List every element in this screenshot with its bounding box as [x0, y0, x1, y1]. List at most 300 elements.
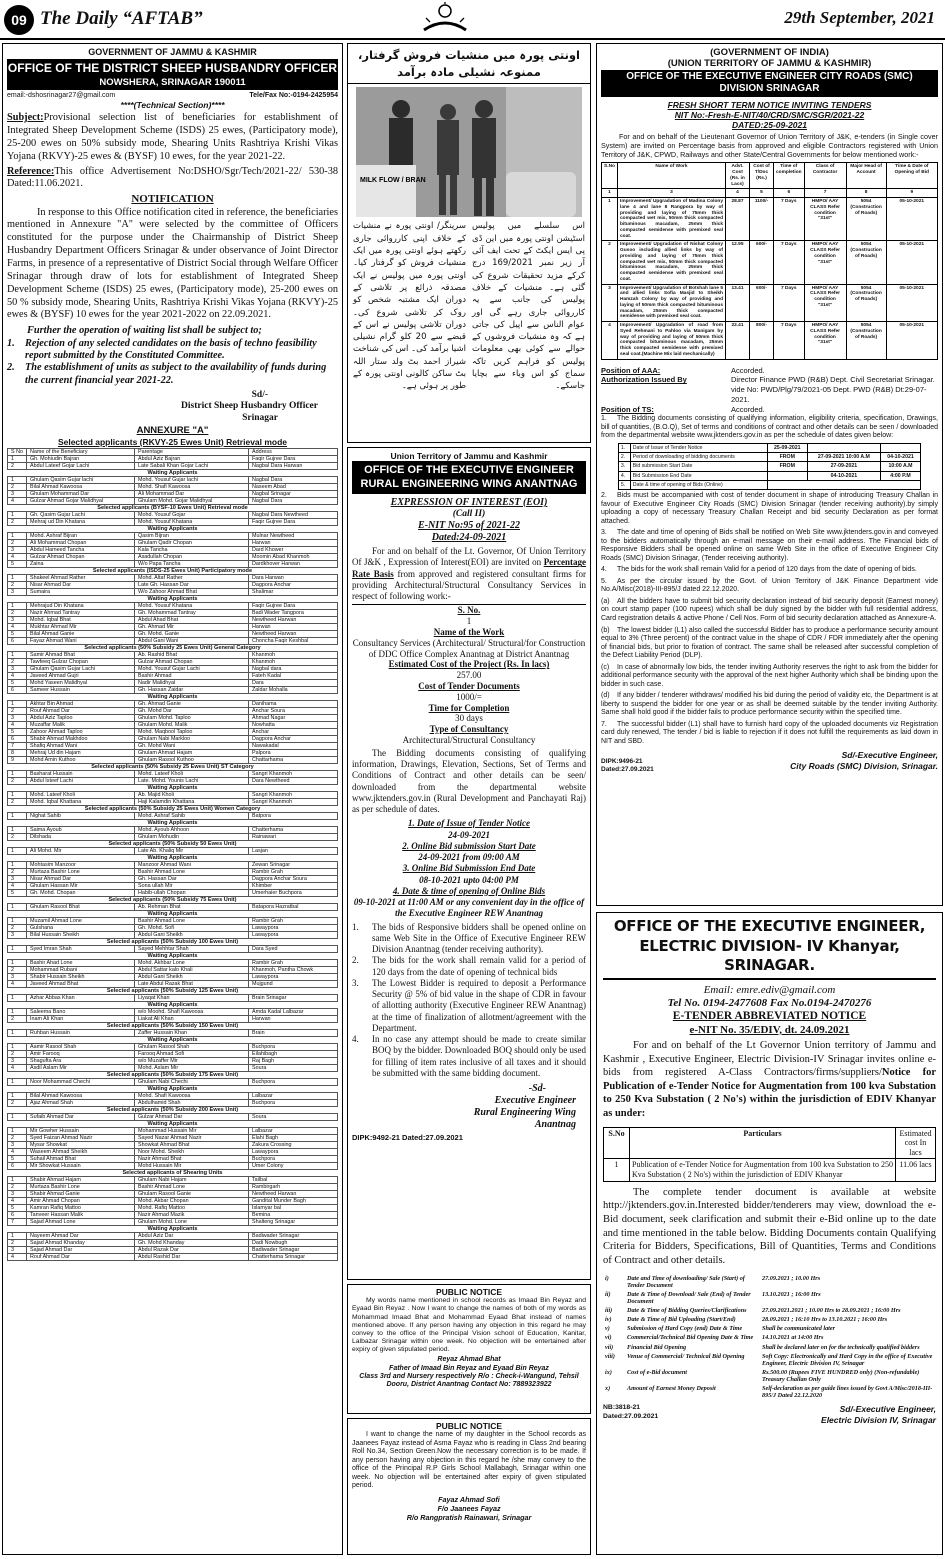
- conditions-intro: Further the operation of waiting list shall be subject to;: [27, 325, 262, 337]
- cell-address: Zakura Crossing: [248, 1141, 337, 1148]
- cell-address: Dara Newtheed: [248, 777, 337, 784]
- cell-name: Mehrajud Din Khatana: [26, 602, 134, 609]
- category-row: [8, 784, 338, 791]
- schedule-cell: [807, 443, 880, 452]
- table-row: [8, 1148, 338, 1155]
- office-banner: OFFICE OF THE EXECUTIVE ENGINEER RURAL ENGINEERING WING ANANTNAG: [352, 461, 586, 494]
- schedule-no: v): [605, 1325, 610, 1333]
- cell-address: Umer Colony: [248, 1162, 337, 1169]
- table-row: [8, 1043, 338, 1050]
- cell-name: Asdil Aslam Mir: [26, 1064, 134, 1071]
- cell-parentage: Nazir Ahmad Bhat: [134, 1155, 248, 1162]
- cell-address: Anchar: [248, 728, 337, 735]
- cell-address: Khimber: [248, 882, 337, 889]
- cell-name: Nazir Ahmad Tantray: [26, 609, 134, 616]
- intro-bold: Notice for Publication of e-Tender Notice for Augmentation from 100 kva Substation to 250 Kva Substation ( 2 No's) within the jurisdiction of EDIV Khanyar as under:: [603, 1067, 936, 1120]
- cell-parentage: Kala Tancha: [134, 546, 248, 553]
- table-row: [8, 826, 338, 833]
- table-row: [8, 1232, 338, 1239]
- table-row: [8, 980, 338, 987]
- cell-parentage: Bashir Ahmad Lone: [134, 1183, 248, 1190]
- cell-address: Dadi Nowbugh: [248, 1239, 337, 1246]
- cell-parentage: Showkat Ahmad Bhat: [134, 1141, 248, 1148]
- cell-parentage: Late. Mohd. Younis Lachi: [134, 777, 248, 784]
- table-row: [8, 560, 338, 567]
- cell-address: Choncha Faqir Keshbal: [248, 637, 337, 644]
- table-row: [8, 483, 338, 490]
- table-row: [8, 749, 338, 756]
- schedule-row: [618, 453, 920, 462]
- col-parentage: Parentage: [134, 448, 248, 455]
- schedule-cell: 27-09-2021 10:00 A.M: [807, 453, 880, 462]
- cell-address: Shalteng Srinagar: [248, 1218, 337, 1225]
- urdu-news-story: [347, 43, 591, 443]
- cell-name: Azhar Abbas Khan: [26, 994, 134, 1001]
- schedule-row: [618, 462, 920, 471]
- table-row: [8, 847, 338, 854]
- schedule-cell: [767, 480, 921, 489]
- gov-heading: (GOVERNMENT OF INDIA): [710, 47, 829, 58]
- sd-mark: -Sd-: [528, 1083, 546, 1095]
- cell-sno: 2: [8, 462, 27, 469]
- cell-sno: 4: [8, 1064, 27, 1071]
- cell-address: Rambir Grah: [248, 917, 337, 924]
- schedule-value: 14.10.2021 at 14:00 Hrs: [762, 1334, 824, 1342]
- schedule-row: [603, 1333, 936, 1342]
- cell-address: Mulnar Newtheed: [248, 532, 337, 539]
- notice-line2: Father of Imaad Bin Reyaz and Eyaad Bin Reyaz: [389, 1364, 549, 1372]
- cell-name: Shabir Ahmad Makhdoo: [26, 735, 134, 742]
- cell-parentage: Gh. Mohd Dar: [134, 707, 248, 714]
- cell-parentage: Mohd. Akbar Chopan: [134, 1197, 248, 1204]
- category-row: [8, 693, 338, 700]
- nit-number: NIT No:-Fresh-E-NIT/40/CRD/SMC/SGR/2021-22: [674, 109, 865, 120]
- schedule-row: [603, 1324, 936, 1333]
- table-row: [602, 322, 938, 360]
- category-label: Waiting Applicants: [147, 1120, 198, 1127]
- cell-parentage: Gh. Ahmad Mir: [134, 623, 248, 630]
- schedule-row: [603, 1274, 936, 1290]
- cell: Improvement/ Upgradation of road from Syed Rehmani to Pahloo via Manigam by way of providing and laying of 50mm thick compacted bituminous macadam, 25mm thick compacted semidense with premixed seal coat.(Machine Mix laid mechanically): [618, 322, 726, 360]
- category-label: Selected applicants (50% Subsidy 150 Ewes Unit): [106, 1022, 239, 1029]
- cell-parentage: Nazir Ahmad Mazik: [134, 1211, 248, 1218]
- cell-address: Newtheed Harwan: [248, 1190, 337, 1197]
- cell-address: Buchpora: [248, 1099, 337, 1106]
- cell-parentage: Ghulam Nabi Hajam: [134, 1176, 248, 1183]
- category-row: [8, 854, 338, 861]
- cell-parentage: Gh. Mohd. Ganie: [134, 630, 248, 637]
- cell-name: Sameer Hussain: [26, 686, 134, 693]
- table-row: [8, 616, 338, 623]
- schedule-value: Self-declaration as per guide lines issued by Govt A/Misc/2018-III-895/J Dated 22.12.2020: [762, 1385, 933, 1400]
- cell-name: Gulzar Ahmad Chopan: [26, 553, 134, 560]
- schedule-item: Date & Time of Bidding Queries/Clarifications: [627, 1307, 747, 1315]
- public-notice-title: PUBLIC NOTICE: [435, 1287, 503, 1297]
- table-row: [8, 1008, 338, 1015]
- cell: Improvement/ Upgradation of Botshah lane 5 and allied links Sofia Masjid to Sheikh Hamzah Colony by way of providing and laying of 50mm thick compacted bituminous macadam, 25mm thick compacted semidense with premixed seal coat.: [618, 284, 726, 322]
- cell-name: Gulshana: [26, 924, 134, 931]
- beneficiary-table: [7, 448, 338, 1261]
- cell-address: Danihama: [248, 700, 337, 707]
- cell-parentage: Late Abdul Razak Bhat: [134, 980, 248, 987]
- cell-address: Moomin Abad Khanmoh: [248, 553, 337, 560]
- reference-label: Reference:: [7, 165, 55, 177]
- para-b: The lowest bidder (L1) also called the successful Bidder has to produce a performance security amount equal to 3% (Three percent) of the contract value in the shape of CDR / FDR immediately after the opening of financial bids, but prior to fixation of contract. The same shall be released after successful completion of the Defect Liability Period (DLP).: [601, 626, 938, 660]
- cell-name: Shabir Ahmad Ganie: [26, 1190, 134, 1197]
- ut-heading: (UNION TERRITORY OF JAMMU & KASHMIR): [667, 58, 872, 70]
- table-row: [8, 889, 338, 896]
- table-row: [8, 721, 338, 728]
- cell-sno: 2: [8, 966, 27, 973]
- cell-parentage: Ali Mohammad Dar: [134, 490, 248, 497]
- cell-sno: 3: [8, 616, 27, 623]
- schedule-cell: 04-10-2021: [807, 471, 880, 480]
- category-label: Selected applicants (50% Subsidy 75 Ewes Unit): [108, 896, 237, 903]
- work-name-label: Name of the Work: [433, 627, 505, 638]
- office-address: NOWSHERA, SRINAGAR 190011: [7, 77, 338, 89]
- date3-value: 08-10-2021 upto 04:00 PM: [419, 874, 519, 885]
- category-row: [8, 763, 338, 770]
- cell-parentage: Nadir Malidhyal: [134, 679, 248, 686]
- cell-sno: 4: [8, 882, 27, 889]
- table-row: [602, 284, 938, 322]
- cell-name: Shabir Ahmad Hajam: [26, 1176, 134, 1183]
- table-row: [8, 735, 338, 742]
- col-header: Name of Work: [618, 163, 726, 189]
- sd-mark: Sd/-: [251, 389, 268, 400]
- condition-1: Rejection of any selected candidates on the basis of techno feasibility report submitted by the Constituted Committee.: [25, 337, 317, 361]
- col-number: 1: [602, 189, 618, 198]
- cell-parentage: Mohd. Ashraf Sahib: [134, 812, 248, 819]
- cell-parentage: Gh. Mohd. Sofi: [134, 924, 248, 931]
- cell-address: Soura: [248, 1113, 337, 1120]
- cell-sno: 1: [8, 532, 27, 539]
- enit-number: e-NIT No. 35/EDIV, dt. 24.09.2021: [689, 1023, 850, 1036]
- cell: 600/-: [750, 284, 774, 322]
- category-row: [8, 1120, 338, 1127]
- cell-address: Buchpora: [248, 1078, 337, 1085]
- cell-sno: 3: [8, 1190, 27, 1197]
- cell-parentage: Gulzar Ahmad Dar: [134, 1113, 248, 1120]
- category-row: [8, 595, 338, 602]
- cell-address: Buchpora: [248, 1155, 337, 1162]
- nit-intro: For and on behalf of the Lieutenant Governor of Union Territory of J&K, e-tenders (in Single cover System) are invited on Percentage basis from approved and eligible Contractors registered with Union Territory of J&K, CPWD, Railways and other State/Central Governments for below mentioned work:-: [601, 132, 938, 160]
- cell-address: Sangri Khanmoh: [248, 798, 337, 805]
- cell-address: Lalbazar: [248, 1092, 337, 1099]
- cell-parentage: Bashir Ahmad: [134, 672, 248, 679]
- cell-address: Faqir Gujree Dara: [248, 455, 337, 462]
- cell: 7 Days: [774, 322, 805, 360]
- cell-name: Ghulam Hassan Mir: [26, 882, 134, 889]
- cell-parentage: Ab. Rehman Bhat: [134, 903, 248, 910]
- cell-sno: 1: [8, 1008, 27, 1015]
- cell-parentage: Liyaqat Khan: [134, 994, 248, 1001]
- table-row: [8, 924, 338, 931]
- schedule-value: 27.09.2021 ; 10.00 Hrs: [762, 1274, 821, 1282]
- cell-sno: 2: [8, 518, 27, 525]
- cell-parentage: Mohd. Shafi Kawoosa: [134, 1092, 248, 1099]
- table-row: [8, 658, 338, 665]
- category-label: Selected applicants (50% Subsidy 125 Ewes Unit): [106, 987, 239, 994]
- table-row: [8, 518, 338, 525]
- cell-name: Ruhban Hussain: [26, 1029, 134, 1036]
- cell: 5054 (Construction of Roads): [846, 241, 886, 284]
- cell-name: Murtaza Bashir Lone: [26, 868, 134, 875]
- category-label: Waiting Applicants: [147, 784, 198, 791]
- subject-label: Subject:: [7, 112, 44, 124]
- cell-address: Badi Wader Tangpora: [248, 609, 337, 616]
- table-row: [8, 553, 338, 560]
- cell-address: Nagbal Dara: [248, 497, 337, 504]
- cell: 5054 (Construction of Roads): [846, 322, 886, 360]
- category-row: [8, 469, 338, 476]
- para-d: If any bidder / tenderer withdraws/ modified his bid during the period of validity etc, the Department is at liberty to suspend the bidder for one year or as shall be deemed suitable by the tender inviting Authority. Same shall hold good if the bidder fails to produce performance security within the specified time.: [601, 692, 938, 717]
- public-notice-1: [347, 1284, 591, 1414]
- cell-sno: 1: [8, 602, 27, 609]
- cell-address: Lawaypora: [248, 931, 337, 938]
- eoi-title: EXPRESSION OF INTEREST (EOI): [390, 496, 548, 508]
- cell-parentage: Ghulam Rasool Kuthoo: [134, 756, 248, 763]
- schedule-cell: 27-09-2021: [807, 462, 880, 471]
- cell-name: Aamir Rasool Shah: [26, 1043, 134, 1050]
- category-label: Waiting Applicants: [147, 525, 198, 532]
- cell-parentage: Mohd. Yousuf Khatana: [134, 602, 248, 609]
- office-banner: OFFICE OF THE DISTRICT SHEEP HUSBANDRY OFFICER: [7, 59, 338, 77]
- sno-value: 1: [466, 616, 472, 627]
- cell-parentage: W/o Papa Tancha: [134, 560, 248, 567]
- category-label: Selected applicants (50% Subsidy 25 Ewes Unit) General Category: [84, 644, 261, 651]
- cell-parentage: Farooq Ahmad Sofi: [134, 1050, 248, 1057]
- cell-sno: 4: [8, 1148, 27, 1155]
- cell-sno: 3: [8, 490, 27, 497]
- category-label: Selected applicants (50% Subsidy 200 Ewes Unit): [106, 1106, 239, 1113]
- cell-parentage: Gh. Hassan Dar: [134, 875, 248, 882]
- cell-name: Waseem Ahmad Sheikh: [26, 1148, 134, 1155]
- cell-address: Dara Harwan: [248, 574, 337, 581]
- cell: 5054 (Construction of Roads): [846, 284, 886, 322]
- cell-sno: 1: [8, 1232, 27, 1239]
- cell-sno: 3: [8, 588, 27, 595]
- nb-number: NB:3818-21: [603, 1404, 641, 1412]
- cell-address: Chatterhama Srinagar: [248, 1253, 337, 1260]
- cell-name: Nayeem Ahmad Dar: [26, 1232, 134, 1239]
- cell: 28.87: [726, 198, 750, 241]
- cell-parentage: Qasim Bijran: [134, 532, 248, 539]
- table-row: [8, 973, 338, 980]
- col-number: 4: [726, 189, 750, 198]
- category-label: Selected applicants of Shearing Units: [122, 1169, 223, 1176]
- photo-sack-label: MILK FLOW / BRAN: [360, 177, 426, 185]
- category-row: [8, 525, 338, 532]
- cell-sno: 1: [8, 1078, 27, 1085]
- cell-name: Abdul Hameed Tancha: [26, 546, 134, 553]
- cell: 05-10-2021: [886, 284, 937, 322]
- cell-sno: 4: [8, 980, 27, 987]
- table-row: [8, 602, 338, 609]
- cell-sno: 8: [8, 749, 27, 756]
- cell-parentage: Mohd. Lateef Kholi: [134, 770, 248, 777]
- th-sno: S.No: [604, 1127, 630, 1159]
- cell-parentage: Mohd. Yousuf Gujar lachi: [134, 476, 248, 483]
- schedule-cell: 10:00 A.M: [880, 462, 920, 471]
- cell-name: Nisar Ahmad Dar: [26, 581, 134, 588]
- rew-anantnag-eoi: Union Territory of Jammu and Kashmir OFFICE OF THE EXECUTIVE ENGINEER RURAL ENGINEERING WING ANANTNAG EXPRESSION OF INTEREST (EOI) (Call II) E-NIT No:95 of 2021-22 Dated:24-09-2021 For and on behalf of the Lt. Governor, Of Union Territory Of J&K , Expression of Interest(EOI) are invited on Percentage Rate Basis from approved and registered consultant firms for providing Architectural/Structural Consultancy Services in respect of following work:- S. No. 1 Name of the Work Consultancy Services (Architectural/ Structural/for Construction of DDC Office Complex Anantnag at District Anantnag Estimated Cost of the Project (Rs. In lacs) 257.00 Cost of Tender Documents 1000/= Time for Completion 30 days Type of Consultancy Architectural/Structural Consultancy The Bidding documents consisting of qualifying information, Drawings, Elevation, Sections, Set of Terms and Conditions of Contract and other details can be seen/ downloaded from the departmental website www.jktenders.gov.in (Rural Development and Panchayati Raj) as per schedule of dates. 1. Date of Issue of Tender Notice 24-09-2021 2. Online Bid submission Start Date 24-09-2021 from 09:00 AM 3. Online Bid Submission End Date 08-10-2021 upto 04:00 PM 4. Date & time of opening of Online Bids 09-10-2021 at 11:00 AM or any convenient day in the office of the Executive Engineer REW Anantnag 1. The bids of Responsive bidders shall be opened online on same Web Site in the Office of Executive Engineer REW Division Anantnag (tender receiving authority). 2. The bids for the work shall remain valid for a period of 120 days from the date of opening of technical bids 3. The Lowest Bidder is required to deposit a Performance Security @ 5% of bid value in the shape of CDR in favour of allotting authority (Executive Engineer REW Anantnag) at the time of finalization of allotment/agreement with the Department. 4. In no case any attempt should be made to create similar BOQ by the bidder. Downloaded BOQ should only be used for filling of item rates inclusive of all taxes and it should be submitted with the same bidding document. -Sd- Executive Engineer Rural Engineering Wing Anantnag DIPK:9492-21 Dated:27.09.2021: [347, 447, 591, 1280]
- col-header: S.No: [602, 163, 618, 189]
- cell-name: Zaina: [26, 560, 134, 567]
- cell-sno: 1: [8, 511, 27, 518]
- col-address: Address: [248, 448, 337, 455]
- cell-parentage: Abdulhamid Shah: [134, 1099, 248, 1106]
- page-number: 09: [4, 5, 34, 35]
- cell-address: Badiwader Srinagar: [248, 1232, 337, 1239]
- cell-address: Raj Bagh: [248, 1057, 337, 1064]
- signatory-division: Electric Division IV, Srinagar: [821, 1414, 936, 1425]
- category-row: [8, 567, 338, 574]
- rule-1: The bids of Responsive bidders shall be opened online on same Web Site in the Office of Executive Engineer REW Division Anantnag (tender receiving authority).: [372, 921, 586, 955]
- schedule-row: [603, 1315, 936, 1324]
- date4-label: 4. Date & time of opening of Online Bids: [392, 885, 546, 896]
- category-row: [8, 987, 338, 994]
- cell-sno: 1: [8, 1176, 27, 1183]
- notification-body: In response to this Office notification cited in reference, the beneficiaries mentioned in Annexure "A" were selected by the committee of Officers constituted for the purpose under the Chairmanship of District Sheep Husbandry Department Officers Srinagar & under observance of Joint Director Farms, in presence of a representative of District Social through Welfare Officer Srinagar through draw of lots for establishment of Integrated Sheep Development Scheme (ISDS) 25 ewes, (Participatory mode), 25-200 ewes on 50 % subsidy mode, Shearing Units, Rashtriya Krishi Vikas Yojana (RKVY)-25 ewes & (BYSF) 10 ewes for the year 2021-2022 on 22.09.2021.: [7, 206, 338, 321]
- estimate-table: [603, 1127, 936, 1182]
- office-banner: OFFICE OF THE EXECUTIVE ENGINEER CITY ROADS (SMC) DIVISION SRINAGAR: [601, 70, 938, 97]
- cell-parentage: Mohd. Yousuf Gojar: [134, 511, 248, 518]
- category-label: Selected applicants (50% Subsidy 175 Ewes Unit): [106, 1071, 239, 1078]
- schedule-no: iii): [605, 1307, 613, 1315]
- cell-address: Rambir Grah: [248, 868, 337, 875]
- schedule-value: Rs.500.00 (Rupees FIVE HUNDRED only) (Non-refundable) Treasury Challan Only: [762, 1368, 920, 1384]
- col-name: Name of the Beneficiary: [26, 448, 134, 455]
- table-row: [8, 882, 338, 889]
- cell-parentage: Ghulam Rasool Ganie: [134, 1190, 248, 1197]
- cell-sno: 6: [8, 735, 27, 742]
- cell-name: Tawfeeq Gulzar Chopan: [26, 658, 134, 665]
- table-row: [8, 868, 338, 875]
- cell: HMPO/ AAY CLASS Refer condition "31st": [804, 322, 846, 360]
- cell-sno: 9: [8, 756, 27, 763]
- cell-parentage: w/o Muzaffer Mir: [134, 1057, 248, 1064]
- schedule-cell: 1.: [618, 443, 630, 452]
- cell-sno: 2: [8, 1099, 27, 1106]
- cell-sno: 3: [8, 973, 27, 980]
- cell-sno: 1: [8, 812, 27, 819]
- cell: Improvement/ Upgradation of Nishat Colony Gusoo including allied links by way of providing and laying of 75mm thick compacted wet mix, 50mm thick compacted bituminous macadam, 25mm thick compacted semidense with premixed seal coat.: [618, 241, 726, 284]
- cell-address: Newtheed Harwan: [248, 616, 337, 623]
- cell-parentage: Manzoor Ahmad Wani: [134, 861, 248, 868]
- office-email: email:-dshosrinagar27@gmail.com: [7, 91, 116, 99]
- office-tel: Tel No. 0194-2477608 Fax No.0194-2470276: [667, 996, 872, 1009]
- table-row: [8, 1204, 338, 1211]
- date1-label: 1. Date of Issue of Tender Notice: [408, 818, 530, 829]
- notice-title: E-TENDER ABBREVIATED NOTICE: [672, 1009, 867, 1022]
- cell: 22.41: [726, 322, 750, 360]
- table-row: [8, 1155, 338, 1162]
- cell-address: Rambirgarh: [248, 1183, 337, 1190]
- category-row: [8, 952, 338, 959]
- schedule-value: 28.09.2021 ; 16:10 Hrs to 13.10.2021 ; 16:00 Hrs: [762, 1316, 888, 1324]
- cell-sno: 2: [8, 777, 27, 784]
- cell-address: Lawaypora: [248, 924, 337, 931]
- intro-part1: For and on behalf of the Lt. Governor, Of Union Territory Of J&K , Expression of Interest(EOI) are invited on: [352, 546, 586, 568]
- col-number: 7: [804, 189, 846, 198]
- cell-address: Dara: [248, 679, 337, 686]
- table-row: [8, 1127, 338, 1134]
- cell-name: Shafiq Ahmad Wani: [26, 742, 134, 749]
- cell-sno: 4: [8, 721, 27, 728]
- public-notice-2: [347, 1418, 591, 1555]
- cell-sno: 1: [8, 1113, 27, 1120]
- cell-address: Faqir Gujree Dara: [248, 518, 337, 525]
- table-row: [8, 1218, 338, 1225]
- availability-para: The complete tender document is available at website http://jktenders.gov.in.Interested bidder/tenderers may view, download the e-Bid document, seek clarification and submit their e-Bid online up to the date and time mentioned in the table below. Bidding Documents contain Qualifying Criteria for Bidders, Specifications, Bill of Quantities, Terms and Conditions of Contract and other details.: [603, 1186, 936, 1266]
- table-row: [8, 511, 338, 518]
- table-row: [8, 945, 338, 952]
- cell-name: Suhail Ahmad Bhat: [26, 1155, 134, 1162]
- cell-sno: 5: [8, 560, 27, 567]
- sheep-husbandry-notice: GOVERNMENT OF JAMMU & KASHMIR OFFICE OF THE DISTRICT SHEEP HUSBANDRY OFFICER NOWSHERA, SRINAGAR 190011 email:-dshosrinagar27@gmail.com Tele/Fax No:-0194-2425954 ****(Technical Section)**** Subject:Provisional selection list of beneficiaries for establishment of Integrated Sheep Development Scheme (ISDS) 25 ewes, (Participatory mode), 25-200 ewes on 50% subsidy mode, Shearing Units Rashtriya Krishi Vikas Yojana (RKVY)-25 ewes & (BYSF) 10 ewes, for the year 2021-22. Reference:This office Advertisement No:DSHO/Sgr/Tech/2021-22/ 530-38 Dated:11.06.2021. NOTIFICATION In response to this Office notification cited in reference, the beneficiaries mentioned in Annexure "A" were selected by the committee of Officers constituted for the purpose under the Chairmanship of District Sheep Husbandry Department Officers Srinagar & under observance of Joint Director Farms, in presence of a representative of District Social through Welfare Officer Srinagar through draw of lots for establishment of Integrated Sheep Development Scheme (ISDS) 25 ewes, (Participatory mode), 25-200 ewes on 50 % subsidy mode, Shearing Units, Rashtriya Krishi Vikas Yojana (RKVY)-25 ewes & (BYSF) 10 ewes for the year 2021-2022 on 22.09.2021. Further the operation of waiting list shall be subject to; 1. Rejection of any selected candidates on the basis of techno feasibility report submitted by the Constituted Committee. 2. The establishment of units as subject to the availability of funds during the current financial year 2021-22. Sd/- District Sheep Husbandry Officer Srinagar ANNEXURE "A" Selected applicants (RKVY-25 Ewes Unit) Retrieval mode S No Name of the Beneficiary Parentage Address 1 Gh. Mohiudin Bajran Abdul Aziz Bajran Faqir Gujree Dara 2 Abdul Lateef Gojar Lachi Late Sabali Khan Gojar Lachi Nagbal Dara Harwan Waiting Applicants 1 Ghulam Qasim Gujar lachi Mohd. Yousuf Gujar lachi Nagbal Dara 2 Bilal Ahmad Kawoosa Mohd. Shafi Kawoosa Naseem Abad 3 Ghulam Mohammad Dar Ali Mohammad Dar Nagbal Srinagar 4 Gulzar Ahmad Gojar Malidhyal Ghulam Mohd. Gojar Malidhyal Nagbal Dara Selected applicants (BYSF-10 Ewes Unit) Retrieval mode 1 Gh. Qasim Gujar Lachi Mohd. Yousuf Gojar Nagbal Dara Newtheed 2 Mehraj ud Din Khatana Mohd. Yousuf Khatana Faqir Gujree Dara Waiting Applicants 1 Mohd. Ashraf Bijran Qasim Bijran Mulnar Newtheed 2 Ali Mohammad Chopan Ghulam Qadir Chopan Harwan 3 Abdul Hameed Tancha Kala Tancha Dard Khower 4 Gulzar Ahmad Chopan Asadullah Chopan Moomin Abad Khanmoh 5 Zaina W/o Papa Tancha Dardkhover Harwan Selected applicants (ISDS-25 Ewes Unit) Participatory mode 1 Shakeel Ahmad Rather Mohd. Altaf Rather Dara Harwan 2 Nisar Ahmad Dar Late Gh. Hassan Dar Dagpora Anchar 3 Sumaira W/o Zahoor Ahmad Bhat Shalimar Waiting Applicants 1 Mehrajud Din Khatana Mohd. Yousuf Khatana Faqir Gujree Dara 2 Nazir Ahmad Tantray Gh. Mohammad Tantray Badi Wader Tangpora 3 Mohd. Iqbal Bhat Abdul Ahad Bhat Newtheed Harwan 4 Mukhtar Ahmad Mir Gh. Ahmad Mir Harwan 5 Bilal Ahmad Ganie Gh. Mohd. Ganie Newtheed Harwan 6 Fayaz Ahmad Wani Abdul Gani Wani Choncha Faqir Keshbal Selected applicants (50% Subsidy 25 Ewes Unit) General Category 1 Samir Ahmad Bhat Ab. Rashid Bhat Khanmoh 2 Tawfeeq Gulzar Chopan Gulzar Ahmad Chopan Khanmoh 3 Ghulam Qasim Gujar Lachi Mohd. Yousuf Gujar Lachi Nagbal dara 4 Javeed Ahmad Gujri Bashir Ahmad Fateh Kadal 5 Mohd Yaseen Malidhyal Nadir Malidhyal Dara 6 Sameer Hussain Gh. Hassan Zaidar Zaldar Mohalla Waiting Applicants 1 Akhtar Bin Ahmad Gh. Ahmad Ganie Danihama 2 Rouf Ahmad Dar Gh. Mohd Dar Anchar Soura 3 Abdul Aziz Taploo Ghulam Mohd. Taploo Ahmad Nagar 4 Muzaffar Malik Ghulam Mohd. Malik Nowhatta 5 Zahoor Ahmad Taploo Mohd. Maqbool Taploo Anchar 6 Shabir Ahmad Makhdoo Ghulam Nabi Markloo Dagpora Anchar 7 Shafiq Ahmad Wani Gh. Mohd Wani Nawakadal 8 Mehraj Ud din Hajam Ghulam Ahmad Hajam Palpora 9 Mohd Amin Kuthoo Ghulam Rasool Kuthoo Chattarhama Selected applicants (50% Subsidy 25 Ewes Unit) ST Category 1 Basharat Hussain Mohd. Lateef Kholi Sangri Khanmoh 2 Abdul Isteef Lachi Late. Mohd. Younis Lachi Dara Newtheed Waiting Applicants 1 Mohd. Lateef Kholi Ab. Majid Kholi Sangri Khanmoh 2 Mohd. Iqbal Khattana Haji Kalamdin Khattana Sangri Khanmoh Selected applicants (50% Subsidy 25 Ewes Unit) Women Category 1 Nighat Sahib Mohd. Ashraf Sahib Batpora Waiting Applicants 1 Saima Ayoub Mohd. Ayoub Ahhoon Chatterhama 2 Dilshada Ghulam Mohudin Rainawari Selected applicants (50% Subsidy 50 Ewes Unit) 1 Ali Mohd. Mir Late Ab. Khaliq Mir Lasjan Waiting Applicants 1 Mohtasim Manzoor Manzoor Ahmad Wani Zewan Srinagar 2 Murtaza Bashir Lone Bashir Ahmad Lone Rambir Grah 3 Nisar Ahmad Dar Gh. Hassan Dar Dagpora Anchar Soura 4 Ghulam Hassan Mir Sona ullah Mir Khimber 5 Gh. Mohd. Chopan Habib-ullah Chopan Umerhaier Buchpora Selected applicants (50% Subsidy 75 Ewes Unit) 1 Ghulam Rasool Bhat Ab. Rehman Bhat Batapora Hazratbal Waiting Applicants 1 Muzamil Ahmad Lone Bashir Ahmad Lone Rambir Grah 2 Gulshana Gh. Mohd. Sofi Lawaypora 3 Bilal Hussain Sheikh Abdul Gani Sheikh Lawaypora Selected applicants (50% Subsidy 100 Ewes Unit) 1 Syed Imran Shah Sayed Mehhtar Shah Dara Syed Waiting Applicants 1 Bashir Ahad Lone Mohd. Akhbar Lone Rambir Grah 2 Mohammad Rubani Abdul Sattar kalo Khali Khanmoh, Pantha Chowk 3 Shabir Hussain Sheikh Abdul Gani Sheikh Lawaypora 4 Javeed Ahmad Bhat Late Abdul Razak Bhat Mujgund Selected applicants (50% Subsidy 125 Ewes Unit) 1 Azhar Abbas Khan Liyaqat Khan Brain Srinagar Waiting Applicants 1 Saleema Bano w/o Moohd. Shafi Kawoosa Amda Kadal Lalbazar 2 Inam Ali Khan Liakat Ali Khan Harwan Selected applicants (50% Subsidy 150 Ewes Unit) 1 Ruhban Hussain Zaffer Hussain Khan Brain Waiting Applicants 1 Aamir Rasool Shah Ghulam Rasool Shah Buchpora 2 Amir Farooq Farooq Ahmad Sofi Eilahibagh 3 Shagufta Ara w/o Muzaffer Mir Raj Bagh 4 Asdil Aslam Mir Mohd. Aslam Mir Soura Selected applicants (50% Subsidy 175 Ewes Unit) 1 Noor Mohammad Chechi Ghulam Nabi Chechi Buchpora Waiting Applicants 1 Bilal Ahmad Kawoosa Mohd. Shafi Kawoosa Lalbazar 2 Ajaz Ahmad Shah Abdulhamid Shah Buchpora Selected applicants (50% Subsidy 200 Ewes Unit) 1 Sufaib Ahmad Dar Gulzar Ahmad Dar Soura Waiting Applicants 1 Mir Gowher Hussain Mohammad Hussain Mir Lalbazar 2 Syed Faizan Ahmad Nazir Sayed Nazar Ahmad Nazir Elahi Bagh 3 Mysar Showkat Showkat Ahmad Bhat Zakura Crossing 4 Waseem Ahmad Sheikh Noor Mohd. Sheikh Lawaypora 5 Suhail Ahmad Bhat Nazir Ahmad Bhat Buchpora 6 Mir Showkat Hussain Mohd Hussain Mir Umer Colony Selected applicants of Shearing Units 1 Shabir Ahmad Hajam Ghulam Nabi Hajam Tailbal 2 Murtaza Bashir Lone Bashir Ahmad Lone Rambirgarh 3 Shabir Ahmad Ganie Ghulam Rasool Ganie Newtheed Harwan 4 Amir Ahmad Chopan Mohd. Akbar Chopan Gandital Munder Bagh 5 Kamran Rafiq Mattoo Mohd. Rafiq Mattoo Islamyar bal 6 Tanveer Hassan Malik Nazir Ahmad Mazik Bemina 7 Sajad Ahmad Lone Ghulam Mohd. Lone Shalteng Srinagar Waiting Applicants 1 Nayeem Ahmad Dar Abdul Aziz Dar Badiwader Srinagar 2 Sajad Ahmad Khanday Gh. Mohd Khanday Dadi Nowbugh 3 Sajad Ahmad Dar Abdul Razak Dar Badiwader Srinagar 4 Rouf Ahmad Dar Abdul Rashid Dar Chatterhama Srinagar: [2, 43, 343, 1555]
- para-4: The bids for the work shall remain Valid for a period of 120 days from the date of opening of bids.: [617, 566, 917, 574]
- bidding-docs-para: The Bidding documents consisting of qualifying information, Drawings, Elevation, Sections, Set of Terms and Conditions of Contract and other details can be seen/ downloaded from the departmental website www.jktenders.gov.in (Rural Development and Panchayati Raj) as per schedule of dates.: [352, 747, 586, 815]
- cell: 13.41: [726, 284, 750, 322]
- table-row: [8, 1246, 338, 1253]
- category-label: Selected applicants (50% Subsidy 50 Ewes Unit): [108, 840, 237, 847]
- category-row: [8, 840, 338, 847]
- cell-name: Bilal Ahmad Ganie: [26, 630, 134, 637]
- cell-name: Sajad Ahmad Dar: [26, 1246, 134, 1253]
- cell-parentage: Asadullah Chopan: [134, 553, 248, 560]
- cell-sno: 7: [8, 742, 27, 749]
- cell-name: Basharat Hussain: [26, 770, 134, 777]
- cell-parentage: Mohd. Yousuf Gujar Lachi: [134, 665, 248, 672]
- cell-name: Abdul Aziz Taploo: [26, 714, 134, 721]
- table-row: [8, 1197, 338, 1204]
- cell-address: Islamyar bal: [248, 1204, 337, 1211]
- cell-address: Lawaypora: [248, 1148, 337, 1155]
- schedule-item: Amount of Earnest Money Deposit: [627, 1385, 716, 1393]
- table-row: [8, 630, 338, 637]
- cell: 1: [602, 198, 618, 241]
- cell: 2: [602, 241, 618, 284]
- category-row: [8, 1225, 338, 1232]
- cell-name: Amir Farooq: [26, 1050, 134, 1057]
- schedule-no: ii): [605, 1290, 611, 1298]
- enit-number: E-NIT No:95 of 2021-22: [418, 520, 520, 532]
- auth-vide: vide No: PWD/Plg/79/2021-05 Dept. PWD (R&B) Dt:29-07-2021.: [731, 385, 927, 404]
- schedule-cell: 04-10-2021: [880, 453, 920, 462]
- schedule-row: [603, 1352, 936, 1368]
- cell-parentage: Abdul Gani Wani: [134, 637, 248, 644]
- row-sno: 1: [604, 1159, 630, 1181]
- signatory-title: Sd/-Executive Engineer,: [841, 750, 938, 761]
- news-photo: [356, 87, 582, 217]
- table-row: [8, 1141, 338, 1148]
- cell: 7 Days: [774, 284, 805, 322]
- table-row: [8, 1064, 338, 1071]
- date3-label: 3. Online Bid Submission End Date: [402, 863, 536, 874]
- cell: 05-10-2021: [886, 241, 937, 284]
- cell-sno: 2: [8, 609, 27, 616]
- cell-sno: 7: [8, 1218, 27, 1225]
- cell-name: Mehraj Ud din Hajam: [26, 749, 134, 756]
- cell-parentage: Bashir Ahmad Lone: [134, 868, 248, 875]
- schedule-cell: [767, 471, 807, 480]
- type-label: Type of Consultancy: [429, 724, 509, 735]
- cell-name: Mohammad Rubani: [26, 966, 134, 973]
- schedule-cell: Bid Submission End Date: [630, 471, 767, 480]
- cell-name: Ghulam Qasim Gujar Lachi: [26, 665, 134, 672]
- cell-sno: 2: [8, 539, 27, 546]
